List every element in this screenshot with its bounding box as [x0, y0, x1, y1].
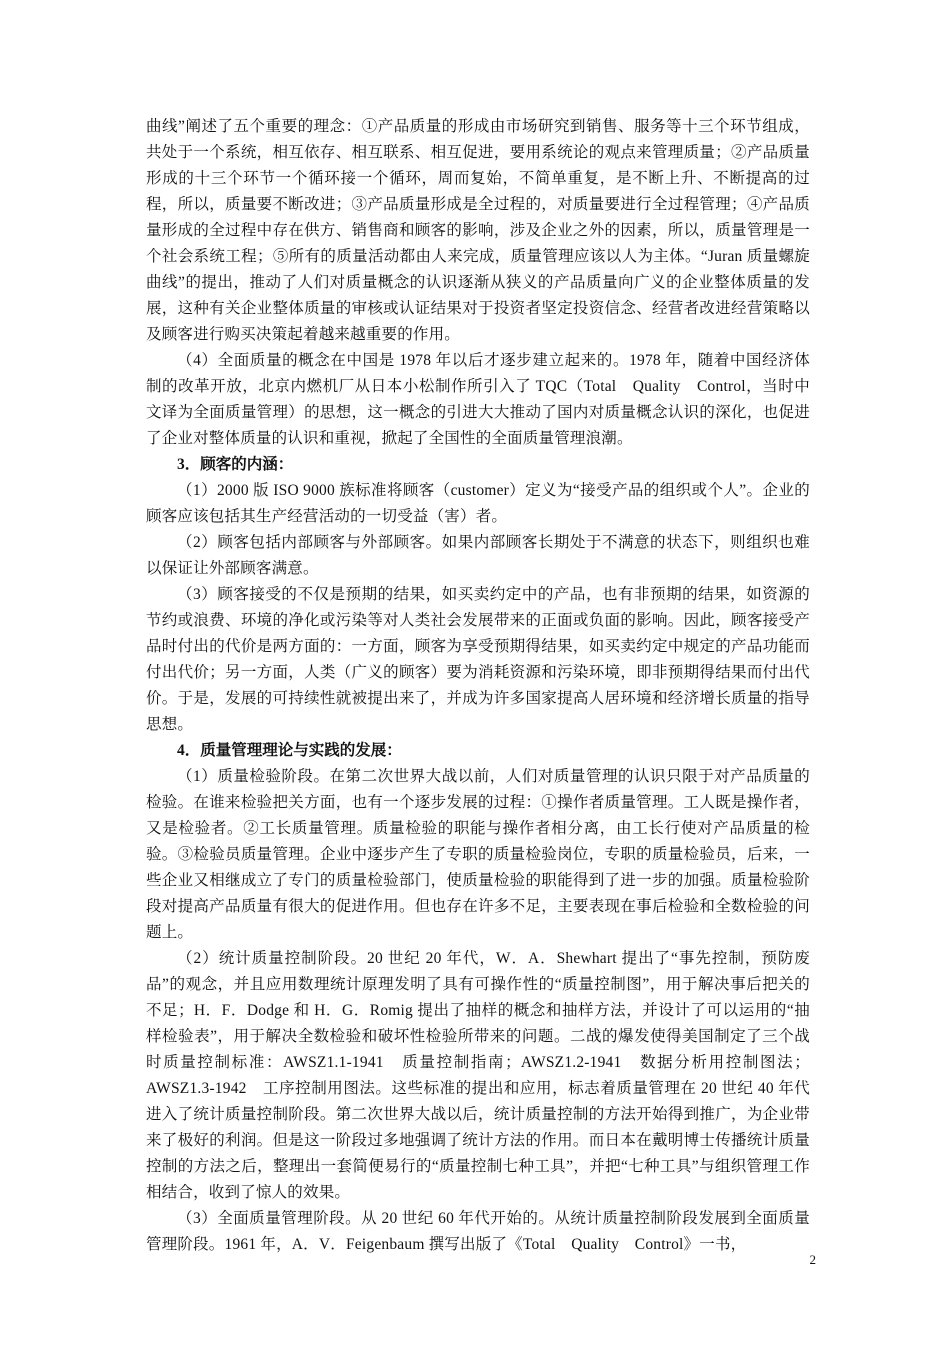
paragraph-customer-definition: （1）2000 版 ISO 9000 族标准将顾客（customer）定义为“接受产品的组织或个人”。企业的顾客应该包括其生产经营活动的一切受益（害）者。 [146, 482, 810, 525]
section-heading-quality-development: 4．质量管理理论与实践的发展： [177, 742, 402, 759]
section-heading-customer: 3．顾客的内涵： [177, 456, 294, 473]
page-number: 2 [809, 1252, 816, 1267]
paragraph-inspection-stage: （1）质量检验阶段。在第二次世界大战以前，人们对质量管理的认识只限于对产品质量的检验。在谁来检验把关方面，也有一个逐步发展的过程：①操作者质量管理。工人既是操作者，又是检验者。②工长质量管理。质量检验的职能与操作者相分离，由工长行使对产品质量的检验。③检验员质量管理。企业中逐步产生了专职的质量检验岗位，专职的质量检验员，后来，一些企业又相继成立了专门的质量检验部门，使质量检验的职能得到了进一步的加强。质量检验阶段对提高产品质量有很大的促进作用。但也存在许多不足，主要表现在事后检验和全数检验的问题上。 [146, 768, 810, 941]
paragraph-internal-external-customer: （2）顾客包括内部顾客与外部顾客。如果内部顾客长期处于不满意的状态下，则组织也难以保证让外部顾客满意。 [146, 534, 810, 577]
paragraph-customer-results: （3）顾客接受的不仅是预期的结果，如买卖约定中的产品，也有非预期的结果，如资源的节约或浪费、环境的净化或污染等对人类社会发展带来的正面或负面的影响。因此，顾客接受产品时付出的代价是两方面的：一方面，顾客为享受预期得结果，如买卖约定中规定的产品功能而付出代价；另一方面，人类（广义的顾客）要为消耗资源和污染环境，即非预期得结果而付出代价。于是，发展的可持续性就被提出来了，并成为许多国家提高人居环境和经济增长质量的指导思想。 [146, 586, 810, 733]
page-content [146, 114, 810, 1258]
paragraph-juran-curve: 曲线”阐述了五个重要的理念：①产品质量的形成由市场研究到销售、服务等十三个环节组成，共处于一个系统，相互依存、相互联系、相互促进，要用系统论的观点来管理质量；②产品质量形成的十三个环节一个循环接一个循环，周而复始，不简单重复，是不断上升、不断提高的过程，所以，质量要不断改进；③产品质量形成是全过程的，对质量要进行全过程管理；④产品质量形成的全过程中存在供方、销售商和顾客的影响，涉及企业之外的因素，所以，质量管理是一个社会系统工程；⑤所有的质量活动都由人来完成，质量管理应该以人为主体。“Juran 质量螺旋曲线”的提出，推动了人们对质量概念的认识逐渐从狭义的产品质量向广义的企业整体质量的发展，这种有关企业整体质量的审核或认证结果对于投资者坚定投资信念、经营者改进经营策略以及顾客进行购买决策起着越来越重要的作用。 [146, 118, 810, 343]
paragraph-statistical-control-stage: （2）统计质量控制阶段。20 世纪 20 年代，W．A．Shewhart 提出了“事先控制，预防废品”的观念，并且应用数理统计原理发明了具有可操作性的“质量控制图”，用于解决事后把关的不足；H．F．Dodge 和 H．G．Romig 提出了抽样的概念和抽样方法，并设计了可以运用的“抽样检验表”，用于解决全数检验和破坏性检验所带来的问题。二战的爆发使得美国制定了三个战时质量控制标准：AWSZ1.1-1941 质量控制指南；AWSZ1.2-1941 数据分析用控制图法；AWSZ1.3-1942 工序控制用图法。这些标准的提出和应用，标志着质量管理在 20 世纪 40 年代进入了统计质量控制阶段。第二次世界大战以后，统计质量控制的方法开始得到推广，为企业带来了极好的利润。但是这一阶段过多地强调了统计方法的作用。而日本在戴明博士传播统计质量控制的方法之后，整理出一套简便易行的“质量控制七种工具”，并把“七种工具”与组织管理工作相结合，收到了惊人的效果。 [146, 950, 810, 1201]
paragraph-total-quality-stage: （3）全面质量管理阶段。从 20 世纪 60 年代开始的。从统计质量控制阶段发展到全面质量管理阶段。1961 年，A．V．Feigenbaum 撰写出版了《Total Quality Control》一书， [146, 1210, 810, 1253]
paragraph-tqc-china: （4）全面质量的概念在中国是 1978 年以后才逐步建立起来的。1978 年，随着中国经济体制的改革开放，北京内燃机厂从日本小松制作所引入了 TQC（Total Quality Control，当时中文译为全面质量管理）的思想，这一概念的引进大大推动了国内对质量概念认识的深化，也促进了企业对整体质量的认识和重视，掀起了全国性的全面质量管理浪潮。 [146, 352, 810, 447]
